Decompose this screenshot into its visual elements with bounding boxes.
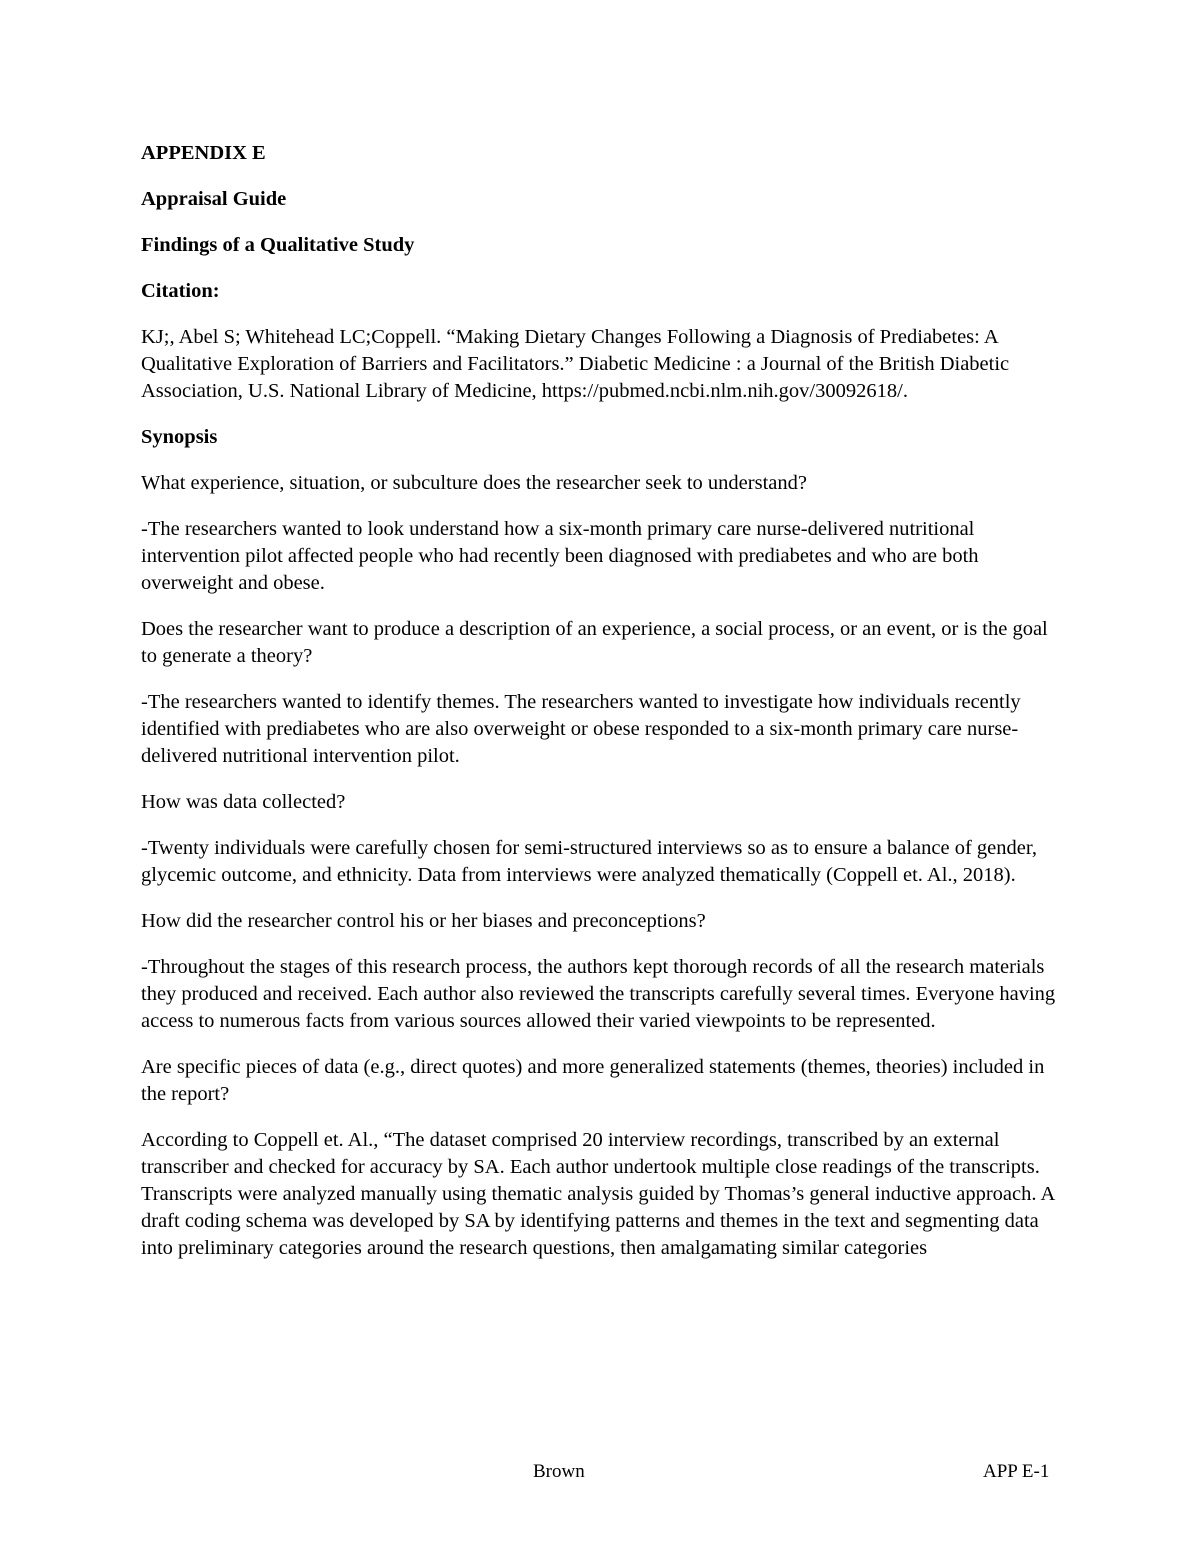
- footer-author: Brown: [533, 1461, 585, 1482]
- footer-page-number: APP E-1: [983, 1461, 1050, 1482]
- citation-text: KJ;, Abel S; Whitehead LC;Coppell. “Making Dietary Changes Following a Diagnosis of Prediabetes: A Qualitative Exploration of Barriers and Facilitators.” Diabetic Medicine : a Journal of the British Diabetic Association, U.S. National Library of Medicine, https://pubmed.ncbi.nlm.nih.gov/30092618/.: [141, 326, 1010, 402]
- question-experience: What experience, situation, or subculture does the researcher seek to understand?: [141, 472, 807, 494]
- answer-specific-data: According to Coppell et. Al., “The dataset comprised 20 interview recordings, transcribed by an external transcriber and checked for accuracy by SA. Each author undertook multiple close readings of the transcripts. Transcripts were analyzed manually using thematic analysis guided by Thomas’s general inductive approach. A draft coding schema was developed by SA by identifying patterns and themes in the text and segmenting data into preliminary categories around the research questions, then amalgamating similar categories: [141, 1129, 1055, 1259]
- answer-biases: -Throughout the stages of this research process, the authors kept thorough records of all the research materials they produced and received. Each author also reviewed the transcripts carefully several times. Everyone having access to numerous facts from various sources allowed their varied viewpoints to be represented.: [141, 956, 1056, 1032]
- document-body: [141, 140, 1061, 1281]
- synopsis-label: Synopsis: [141, 426, 218, 448]
- appendix-title: APPENDIX E: [141, 142, 266, 164]
- answer-description: -The researchers wanted to identify themes. The researchers wanted to investigate how individuals recently identified with prediabetes who are also overweight or obese responded to a six-month primary care nurse-delivered nutritional intervention pilot.: [141, 691, 1021, 767]
- citation-label: Citation:: [141, 280, 220, 302]
- answer-data-collection: -Twenty individuals were carefully chosen for semi-structured interviews so as to ensure a balance of gender, glycemic outcome, and ethnicity. Data from interviews were analyzed thematically (Coppell et. Al., 2018).: [141, 837, 1038, 886]
- question-biases: How did the researcher control his or her biases and preconceptions?: [141, 910, 706, 932]
- question-specific-data: Are specific pieces of data (e.g., direct quotes) and more generalized statements (themes, theories) included in the report?: [141, 1056, 1045, 1105]
- question-description: Does the researcher want to produce a description of an experience, a social process, or an event, or is the goal to generate a theory?: [141, 618, 1048, 667]
- study-title: Findings of a Qualitative Study: [141, 234, 415, 256]
- guide-title: Appraisal Guide: [141, 188, 287, 210]
- question-data-collection: How was data collected?: [141, 791, 346, 813]
- answer-experience: -The researchers wanted to look understand how a six-month primary care nurse-delivered nutritional intervention pilot affected people who had recently been diagnosed with prediabetes and who are both overweight and obese.: [141, 518, 979, 594]
